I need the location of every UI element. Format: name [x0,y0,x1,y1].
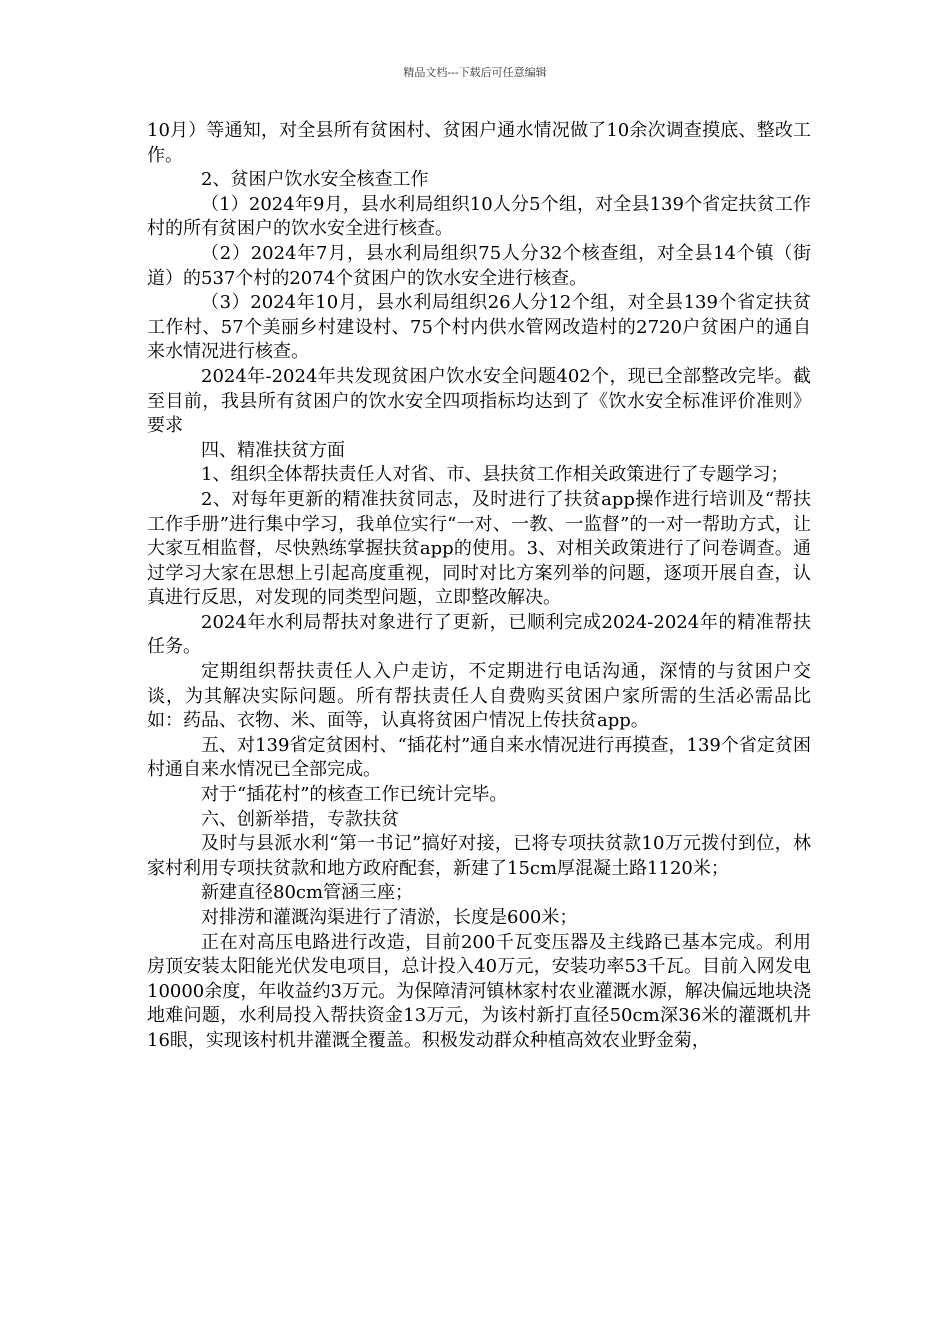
paragraph: 10月）等通知，对全县所有贫困村、贫困户通水情况做了10余次调查摸底、整改工作。 [147,120,811,166]
section-heading: 2、贫困户饮水安全核查工作 [201,169,429,191]
paragraph: 对于“插花村”的核查工作已统计完毕。 [201,784,508,806]
paragraph: （1）2024年9月，县水利局组织10人分5个组，对全县139个省定扶贫工作村的所有贫困户的饮水安全进行核查。 [147,193,811,240]
paragraph: 五、对139省定贫困村、“插花村”通自来水情况进行再摸查，139个省定贫困村通自来水情况已全部完成。 [147,734,811,781]
section-heading: 六、创新举措，专款扶贫 [201,808,399,830]
document-body [147,119,811,1054]
section-heading: 四、精准扶贫方面 [201,439,345,461]
paragraph: （2）2024年7月，县水利局组织75人分32个核查组，对全县14个镇（街道）的537个村的2074个贫困户的饮水安全进行核查。 [147,242,811,289]
paragraph: 2024年-2024年共发现贫困户饮水安全问题402个，现已全部整改完毕。截至目前，我县所有贫困户的饮水安全四项指标均达到了《饮水安全标准评价准则》要求 [147,365,811,437]
paragraph: 对排涝和灌溉沟渠进行了清淤，长度是600米； [201,907,578,928]
paragraph: 1、组织全体帮扶责任人对省、市、县扶贫工作相关政策进行了专题学习； [201,464,789,486]
paragraph: 2024年水利局帮扶对象进行了更新，已顺利完成2024-2024年的精准帮扶任务。 [147,611,811,658]
paragraph: 新建直径80cm管涵三座； [201,882,414,904]
paragraph: 定期组织帮扶责任人入户走访，不定期进行电话沟通，深情的与贫困户交谈，为其解决实际问题。所有帮扶责任人自费购买贫困户家所需的生活必需品比如：药品、衣物、米、面等，认真将贫困户情况上传扶贫app。 [147,661,811,732]
page-header: 精品文档---下载后可任意编辑 [403,66,547,79]
paragraph: 正在对高压电路进行改造，目前200千瓦变压器及主线路已基本完成。利用房顶安装太阳能光伏发电项目，总计投入40万元，安装功率53千瓦。目前入网发电10000余度，年收益约3万元。为保障清河镇林家村农业灌溉水源，解决偏远地块浇地难问题，水利局投入帮扶资金13万元，为该村新打直径50cm深36米的灌溉机井16眼，实现该村机井灌溉全覆盖。积极发动群众种植高效农业野金菊， [147,931,811,1051]
paragraph: （3）2024年10月，县水利局组织26人分12个组，对全县139个省定扶贫工作村、57个美丽乡村建设村、75个村内供水管网改造村的2720户贫困户的通自来水情况进行核查。 [147,292,811,363]
paragraph: 及时与县派水利“第一书记”搞好对接，已将专项扶贫款10万元拨付到位，林家村利用专项扶贫款和地方政府配套，新建了15cm厚混凝土路1120米； [147,833,811,879]
paragraph: 2、对每年更新的精准扶贫同志，及时进行了扶贫app操作进行培训及“帮扶工作手册”进行集中学习，我单位实行“一对、一教、一监督”的一对一帮助方式，让大家互相监督，尽快熟练掌握扶贫app的使用。3、对相关政策进行了问卷调查。通过学习大家在思想上引起高度重视，同时对比方案列举的问题，逐项开展自查，认真进行反思，对发现的同类型问题，立即整改解决。 [147,488,811,609]
